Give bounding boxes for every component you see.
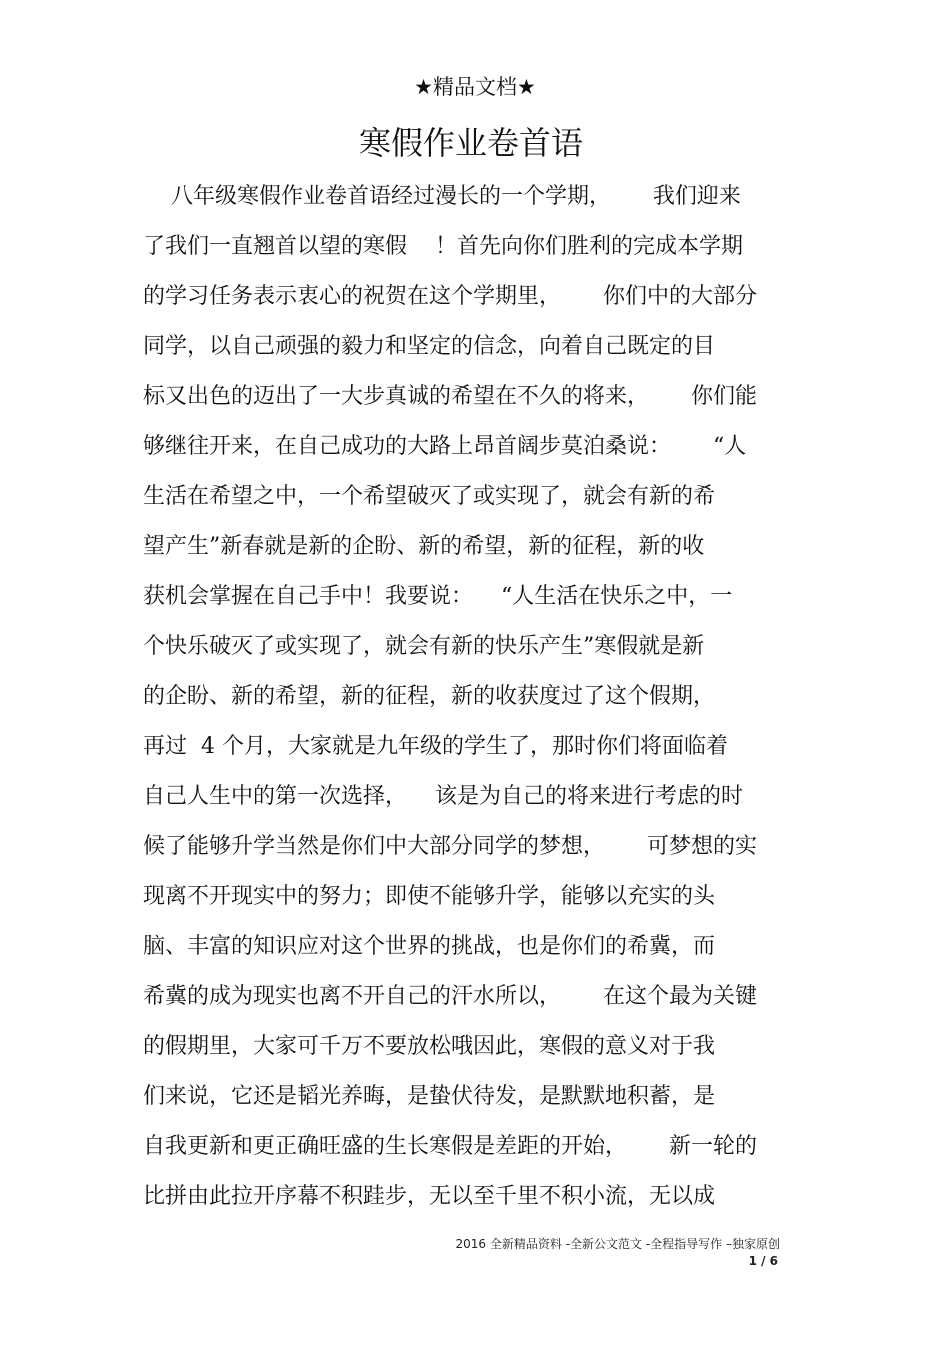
- body-line: 现离不开现实中的努力；即使不能够升学，能够以充实的头: [143, 884, 716, 909]
- body-line: 自己人生中的第一次选择， 该是为自己的将来进行考虑的时: [143, 784, 743, 809]
- document-title: 寒假作业卷首语: [358, 124, 583, 162]
- document-body: [143, 172, 813, 1222]
- body-line: 们来说，它还是韬光养晦，是蛰伏待发，是默默地积蓄，是: [143, 1084, 716, 1109]
- body-line: 候了能够升学当然是你们中大部分同学的梦想， 可梦想的实: [143, 834, 757, 859]
- body-line: 脑、丰富的知识应对这个世界的挑战，也是你们的希冀，而: [143, 934, 716, 959]
- body-line: 比拼由此拉开序幕不积跬步，无以至千里不积小流，无以成: [143, 1184, 716, 1209]
- body-line: 的学习任务表示衷心的祝贺在这个学期里， 你们中的大部分: [143, 284, 757, 309]
- page-number: 1 / 6: [748, 1254, 778, 1268]
- body-line: 标又出色的迈出了一大步真诚的希望在不久的将来， 你们能: [143, 384, 757, 409]
- quality-banner: ★精品文档★: [414, 75, 536, 99]
- body-line: 再过 4 个月，大家就是九年级的学生了，那时你们将面临着: [143, 734, 728, 759]
- body-line: 的假期里，大家可千万不要放松哦因此，寒假的意义对于我: [143, 1034, 716, 1059]
- body-line: 希冀的成为现实也离不开自己的汗水所以， 在这个最为关键: [143, 984, 757, 1009]
- body-line: 获机会掌握在自己手中！我要说： “人生活在快乐之中，一: [143, 584, 733, 609]
- body-line: 够继往开来，在自己成功的大路上昂首阔步莫泊桑说： “人: [143, 434, 747, 459]
- body-line: 个快乐破灭了或实现了，就会有新的快乐产生”寒假就是新: [143, 634, 705, 659]
- body-line: 自我更新和更正确旺盛的生长寒假是差距的开始， 新一轮的: [143, 1134, 757, 1159]
- body-line: 八年级寒假作业卷首语经过漫长的一个学期， 我们迎来: [143, 184, 741, 209]
- body-line: 同学，以自己顽强的毅力和坚定的信念，向着自己既定的目: [143, 334, 716, 359]
- body-line: 了我们一直翘首以望的寒假 ！首先向你们胜利的完成本学期: [143, 234, 743, 259]
- body-line: 望产生”新春就是新的企盼、新的希望，新的征程，新的收: [143, 534, 705, 559]
- body-line: 生活在希望之中，一个希望破灭了或实现了，就会有新的希: [143, 484, 716, 509]
- footer-text: 2016 全新精品资料 -全新公文范文 -全程指导写作 –独家原创: [455, 1237, 780, 1251]
- body-line: 的企盼、新的希望，新的征程，新的收获度过了这个假期，: [143, 684, 716, 709]
